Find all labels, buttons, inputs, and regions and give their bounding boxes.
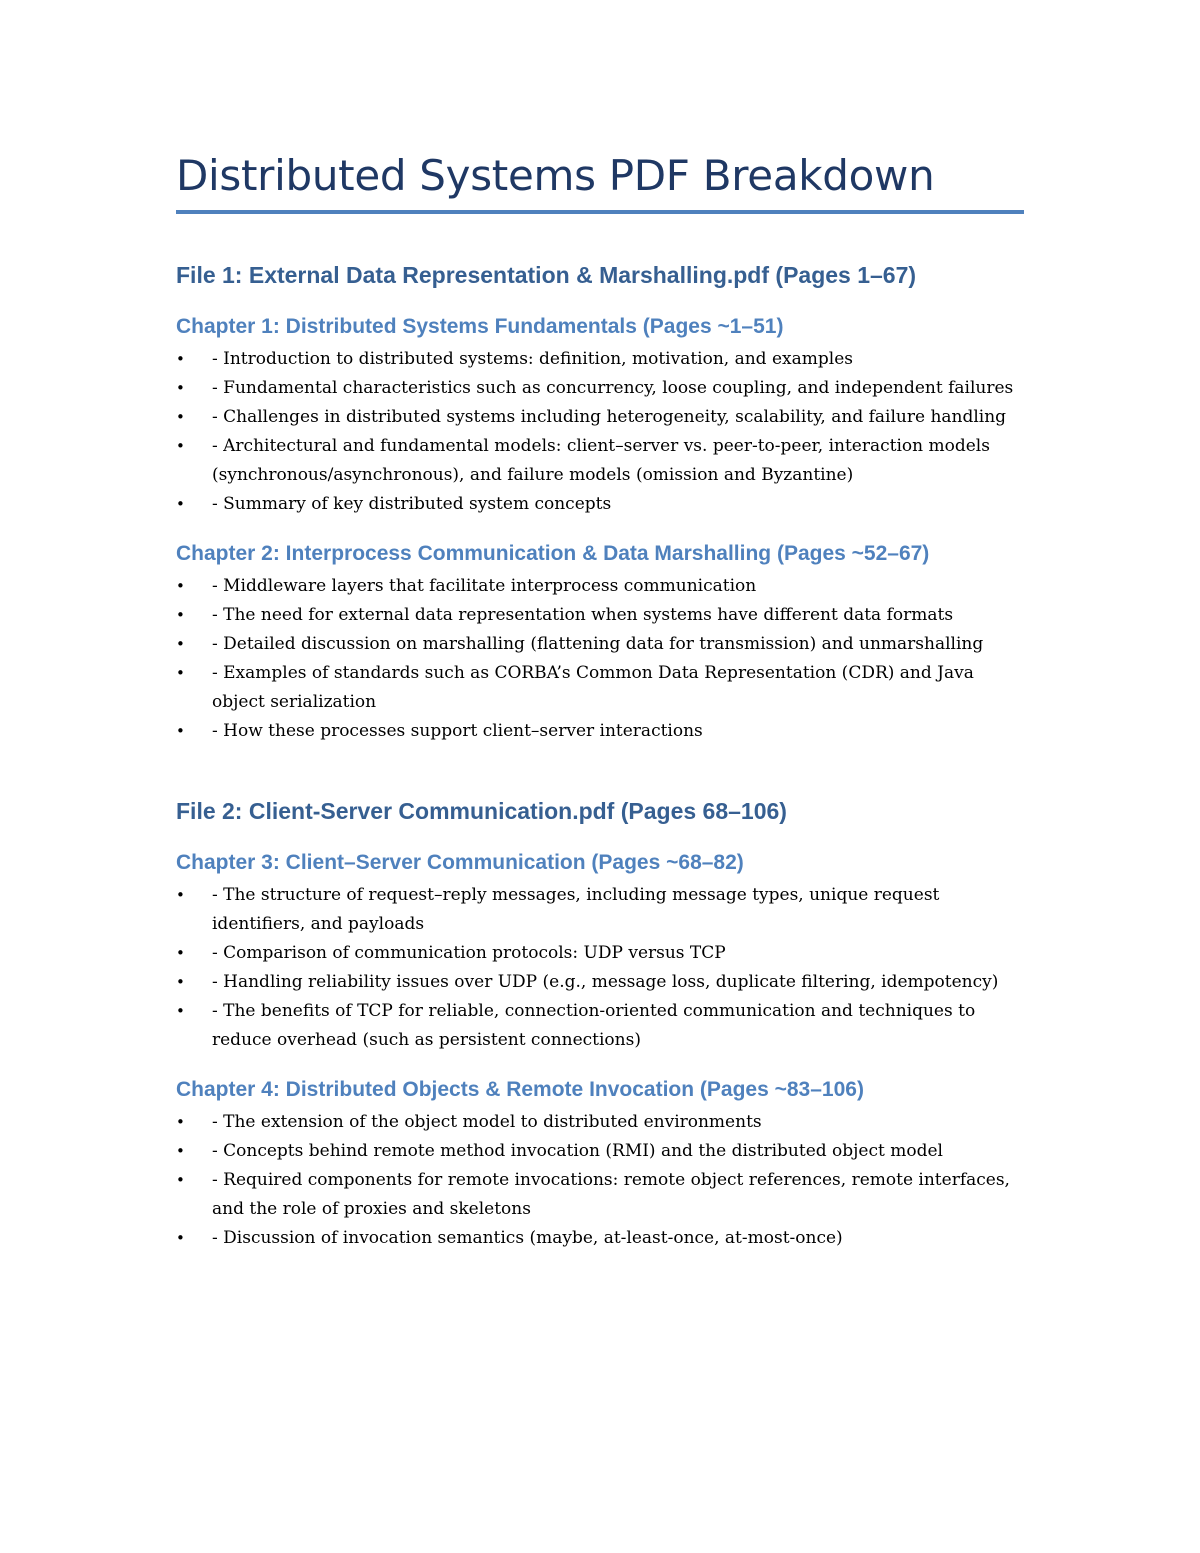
chapter-3-bullet-list	[176, 881, 1026, 1055]
list-item-text: - Challenges in distributed systems including heterogeneity, scalability, and failure handling	[212, 407, 1007, 427]
list-item-text: - How these processes support client–server interactions	[212, 721, 703, 741]
bullet-icon: •	[176, 1171, 185, 1189]
document-content	[176, 148, 1026, 1253]
list-item-text: - Architectural and fundamental models: client–server vs. peer-to-peer, interaction models (synchronous/asynchronous), and failure models (omission and Byzantine)	[212, 436, 990, 485]
chapter-4-heading: Chapter 4: Distributed Objects & Remote Invocation (Pages ~83–106)	[176, 1078, 864, 1101]
list-item	[176, 1224, 1026, 1253]
list-item	[176, 345, 1026, 374]
bullet-icon: •	[176, 973, 185, 991]
list-item	[176, 1166, 1026, 1224]
list-item	[176, 432, 1026, 490]
list-item	[176, 1108, 1026, 1137]
document-title: Distributed Systems PDF Breakdown	[176, 151, 935, 200]
list-item	[176, 601, 1026, 630]
bullet-icon: •	[176, 1142, 185, 1160]
list-item-text: - Handling reliability issues over UDP (e.g., message loss, duplicate filtering, idempotency)	[212, 972, 999, 992]
chapter-2-heading: Chapter 2: Interprocess Communication & Data Marshalling (Pages ~52–67)	[176, 542, 930, 565]
list-item	[176, 490, 1026, 519]
chapter-1-bullet-list	[176, 345, 1026, 519]
bullet-icon: •	[176, 722, 185, 740]
list-item-text: - Discussion of invocation semantics (maybe, at-least-once, at-most-once)	[212, 1228, 843, 1248]
list-item	[176, 374, 1026, 403]
list-item-text: - Examples of standards such as CORBA’s Common Data Representation (CDR) and Java object serialization	[212, 663, 974, 712]
list-item	[176, 881, 1026, 939]
bullet-icon: •	[176, 1113, 185, 1131]
list-item	[176, 717, 1026, 746]
list-item-text: - The benefits of TCP for reliable, connection-oriented communication and techniques to reduce overhead (such as persistent connections)	[212, 1001, 976, 1050]
bullet-icon: •	[176, 635, 185, 653]
list-item-text: - Concepts behind remote method invocation (RMI) and the distributed object model	[212, 1141, 943, 1161]
list-item-text: - The extension of the object model to distributed environments	[212, 1112, 762, 1132]
bullet-icon: •	[176, 577, 185, 595]
list-item-text: - Middleware layers that facilitate interprocess communication	[212, 576, 757, 596]
bullet-icon: •	[176, 1002, 185, 1020]
bullet-icon: •	[176, 944, 185, 962]
list-item	[176, 939, 1026, 968]
title-underline	[176, 210, 1024, 214]
bullet-icon: •	[176, 495, 185, 513]
bullet-icon: •	[176, 350, 185, 368]
bullet-icon: •	[176, 437, 185, 455]
chapter-3-heading: Chapter 3: Client–Server Communication (Pages ~68–82)	[176, 851, 744, 874]
chapter-1-heading: Chapter 1: Distributed Systems Fundamentals (Pages ~1–51)	[176, 315, 784, 338]
list-item-text: - Introduction to distributed systems: definition, motivation, and examples	[212, 349, 853, 369]
list-item	[176, 968, 1026, 997]
list-item-text: - Detailed discussion on marshalling (flattening data for transmission) and unmarshalling	[212, 634, 984, 654]
file-1-heading: File 1: External Data Representation & Marshalling.pdf (Pages 1–67)	[176, 262, 917, 288]
list-item	[176, 659, 1026, 717]
list-item-text: - Summary of key distributed system concepts	[212, 494, 612, 514]
bullet-icon: •	[176, 379, 185, 397]
bullet-icon: •	[176, 606, 185, 624]
bullet-icon: •	[176, 886, 185, 904]
bullet-icon: •	[176, 1229, 185, 1247]
list-item-text: - Comparison of communication protocols: UDP versus TCP	[212, 943, 726, 963]
list-item	[176, 1137, 1026, 1166]
list-item	[176, 997, 1026, 1055]
file-2-heading: File 2: Client-Server Communication.pdf (Pages 68–106)	[176, 798, 787, 824]
chapter-4-bullet-list	[176, 1108, 1026, 1253]
bullet-icon: •	[176, 408, 185, 426]
list-item-text: - The need for external data representation when systems have different data formats	[212, 605, 954, 625]
list-item	[176, 403, 1026, 432]
bullet-icon: •	[176, 664, 185, 682]
list-item	[176, 572, 1026, 601]
list-item	[176, 630, 1026, 659]
list-item-text: - Fundamental characteristics such as concurrency, loose coupling, and independent failures	[212, 378, 1014, 398]
list-item-text: - The structure of request–reply messages, including message types, unique request identifiers, and payloads	[212, 885, 940, 934]
list-item-text: - Required components for remote invocations: remote object references, remote interfaces, and the role of proxies and skeletons	[212, 1170, 1010, 1219]
chapter-2-bullet-list	[176, 572, 1026, 746]
